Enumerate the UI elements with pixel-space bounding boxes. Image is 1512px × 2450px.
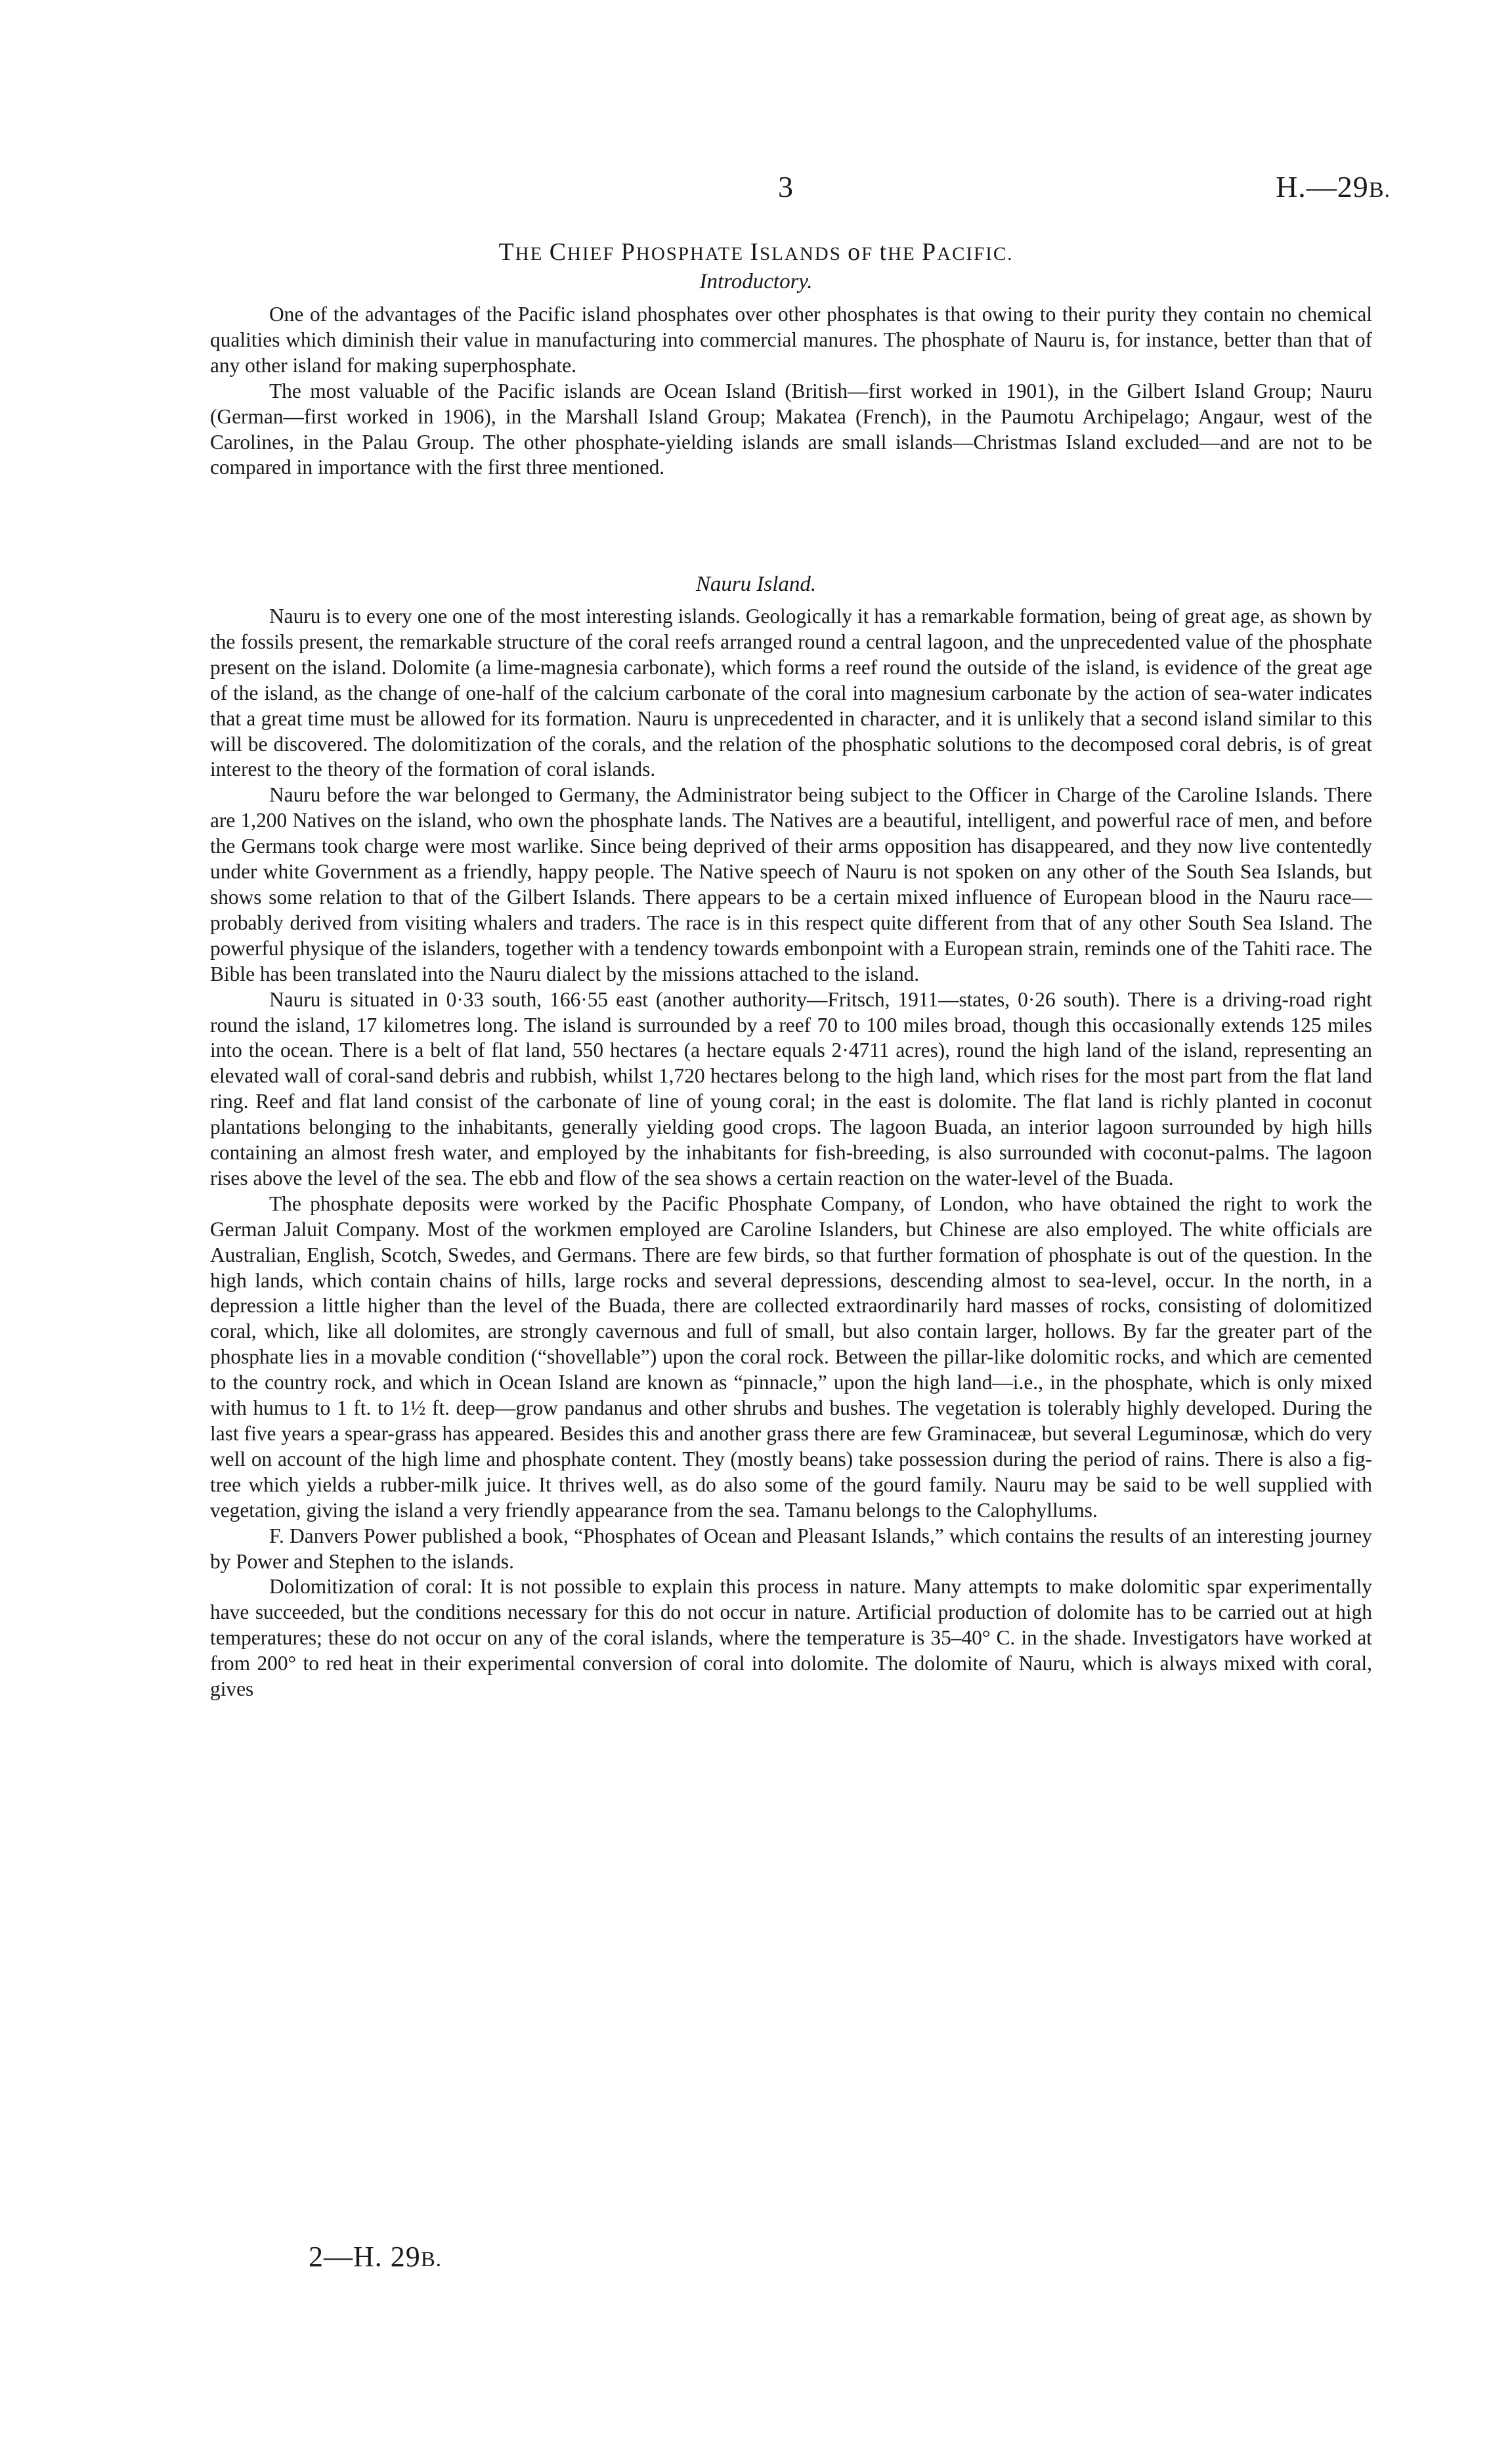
paragraph: Nauru is situated in 0·33 south, 166·55 east (another authority—Fritsch, 1911—states, 0·26 south). There is a driving-road right round the island, 17 kilometres long. The island is surrounded by a reef 70 to 100 miles broad, though this occasionally extends 125 miles into the ocean. There is a belt of flat land, 550 hectares (a hectare equals 2·4711 acres), round the high land of the island, representing an elevated wall of coral-sand debris and rubbish, whilst 1,720 hectares belong to the high land, which rises for the most part from the flat land ring. Reef and flat land consist of the carbonate of line of young coral; in the east is dolomite. The flat land is richly planted in coconut plantations belonging to the inhabitants, generally yielding good crops. The lagoon Buada, an interior lagoon surrounded by high hills containing an almost fresh water, and employed by the inhabitants for fish-breeding, is also surrounded with coconut-palms. The lagoon rises above the level of the sea. The ebb and flow of the sea shows a certain reaction on the water-level of the Buada.	[210, 987, 1372, 1190]
section-heading-introductory: Introductory.	[699, 270, 813, 293]
page-title: THE CHIEF PHOSPHATE ISLANDS oF tHE PACIFIC.	[498, 238, 1014, 266]
nauru-section-body	[210, 604, 1372, 1702]
document-reference-main: H.—29	[1276, 170, 1369, 204]
paragraph: One of the advantages of the Pacific island phosphates over other phosphates is that owing to their purity they contain no chemical qualities which diminish their value in manufacturing into commercial manures. The phosphate of Nauru is, for instance, better than that of any other island for making superphosphate.	[210, 303, 1372, 377]
document-reference-suffix: B.	[1368, 178, 1391, 202]
document-reference	[1276, 169, 1391, 204]
page-number: 3	[778, 170, 793, 204]
paragraph: The most valuable of the Pacific islands are Ocean Island (British—first worked in 1901), in the Gilbert Island Group; Nauru (German—first worked in 1906), in the Marshall Island Group; Makatea (French), in the Paumotu Archipelago; Angaur, west of the Carolines, in the Palau Group. The other phosphate-yielding islands are small islands—Christmas Island excluded—and are not to be compared in importance with the first three mentioned.	[210, 379, 1372, 479]
signature-mark	[309, 2240, 442, 2273]
signature-mark-main: 2—H. 29	[309, 2241, 421, 2273]
paragraph: Nauru before the war belonged to Germany, the Administrator being subject to the Officer in Charge of the Caroline Islands. There are 1,200 Natives on the island, who own the phosphate lands. The Natives are a beautiful, intelligent, and powerful race of men, and before the Germans took charge were most warlike. Since being deprived of their arms opposition has disappeared, and they now live contentedly under white Government as a friendly, happy people. The Native speech of Nauru is not spoken on any other of the South Sea Islands, but shows some relation to that of the Gilbert Islands. There appears to be a certain mixed influence of European blood in the Nauru race—probably derived from visiting whalers and traders. The race is in this respect quite different from that of any other South Sea Island. The powerful physique of the islanders, together with a tendency towards embonpoint with a European strain, reminds one of the Tahiti race. The Bible has been translated into the Nauru dialect by the missions attached to the island.	[210, 783, 1372, 985]
paragraph: Nauru is to every one one of the most interesting islands. Geologically it has a remarkable formation, being of great age, as shown by the fossils present, the remarkable structure of the coral reefs arranged round a central lagoon, and the unprecedented value of the phosphate present on the island. Dolomite (a lime-magnesia carbonate), which forms a reef round the outside of the island, is evidence of the great age of the island, as the change of one-half of the calcium carbonate of the coral into magnesium carbonate by the action of sea-water indicates that a great time must be allowed for its formation. Nauru is unprecedented in character, and it is unlikely that a second island similar to this will be discovered. The dolomitization of the corals, and the relation of the phosphatic solutions to the decomposed coral debris, is of great interest to the theory of the formation of coral islands.	[210, 605, 1372, 781]
section-heading-nauru-island: Nauru Island.	[695, 572, 817, 596]
paragraph: Dolomitization of coral: It is not possible to explain this process in nature. Many attempts to make dolomitic spar experimentally have succeeded, but the conditions necessary for this do not occur in nature. Artificial production of dolomite has to be carried out at high temperatures; these do not occur on any of the coral islands, where the temperature is 35–40° C. in the shade. Investigators have worked at from 200° to red heat in their experimental conversion of coral into dolomite. The dolomite of Nauru, which is always mixed with coral, gives	[210, 1575, 1372, 1701]
introductory-section-body	[210, 302, 1372, 481]
signature-mark-suffix: B.	[420, 2248, 443, 2271]
paragraph: F. Danvers Power published a book, “Phosphates of Ocean and Pleasant Islands,” which contains the results of an interesting journey by Power and Stephen to the islands.	[210, 1524, 1372, 1573]
paragraph: The phosphate deposits were worked by the Pacific Phosphate Company, of London, who have obtained the right to work the German Jaluit Company. Most of the workmen employed are Caroline Islanders, but Chinese are also employed. The white officials are Australian, English, Scotch, Swedes, and Germans. There are few birds, so that further formation of phosphate is out of the question. In the high lands, which contain chains of hills, large rocks and several depressions, descending almost to sea-level, occur. In the north, in a depression a little higher than the level of the Buada, there are collected extraordinarily hard masses of rocks, consisting of dolomitized coral, which, like all dolomites, are strongly cavernous and full of small, but also contain larger, hollows. By far the greater part of the phosphate lies in a movable condition (“shovellable”) upon the coral rock. Between the pillar-like dolomitic rocks, and which are cemented to the country rock, and which in Ocean Island are known as “pinnacle,” upon the high land—i.e., in the phosphate, which is only mixed with humus to 1 ft. to 1½ ft. deep—grow pandanus and other shrubs and bushes. The vegetation is tolerably highly developed. During the last five years a spear-grass has appeared. Besides this and another grass there are few Graminaceæ, but several Leguminosæ, which do very well on account of the high lime and phosphate content. They (mostly beans) take possession during the period of rains. There is also a fig-tree which yields a rubber-milk juice. It thrives well, as do also some of the gourd family. Nauru may be said to be well supplied with vegetation, giving the island a very friendly appearance from the sea. Tamanu belongs to the Calophyllums.	[210, 1192, 1372, 1522]
